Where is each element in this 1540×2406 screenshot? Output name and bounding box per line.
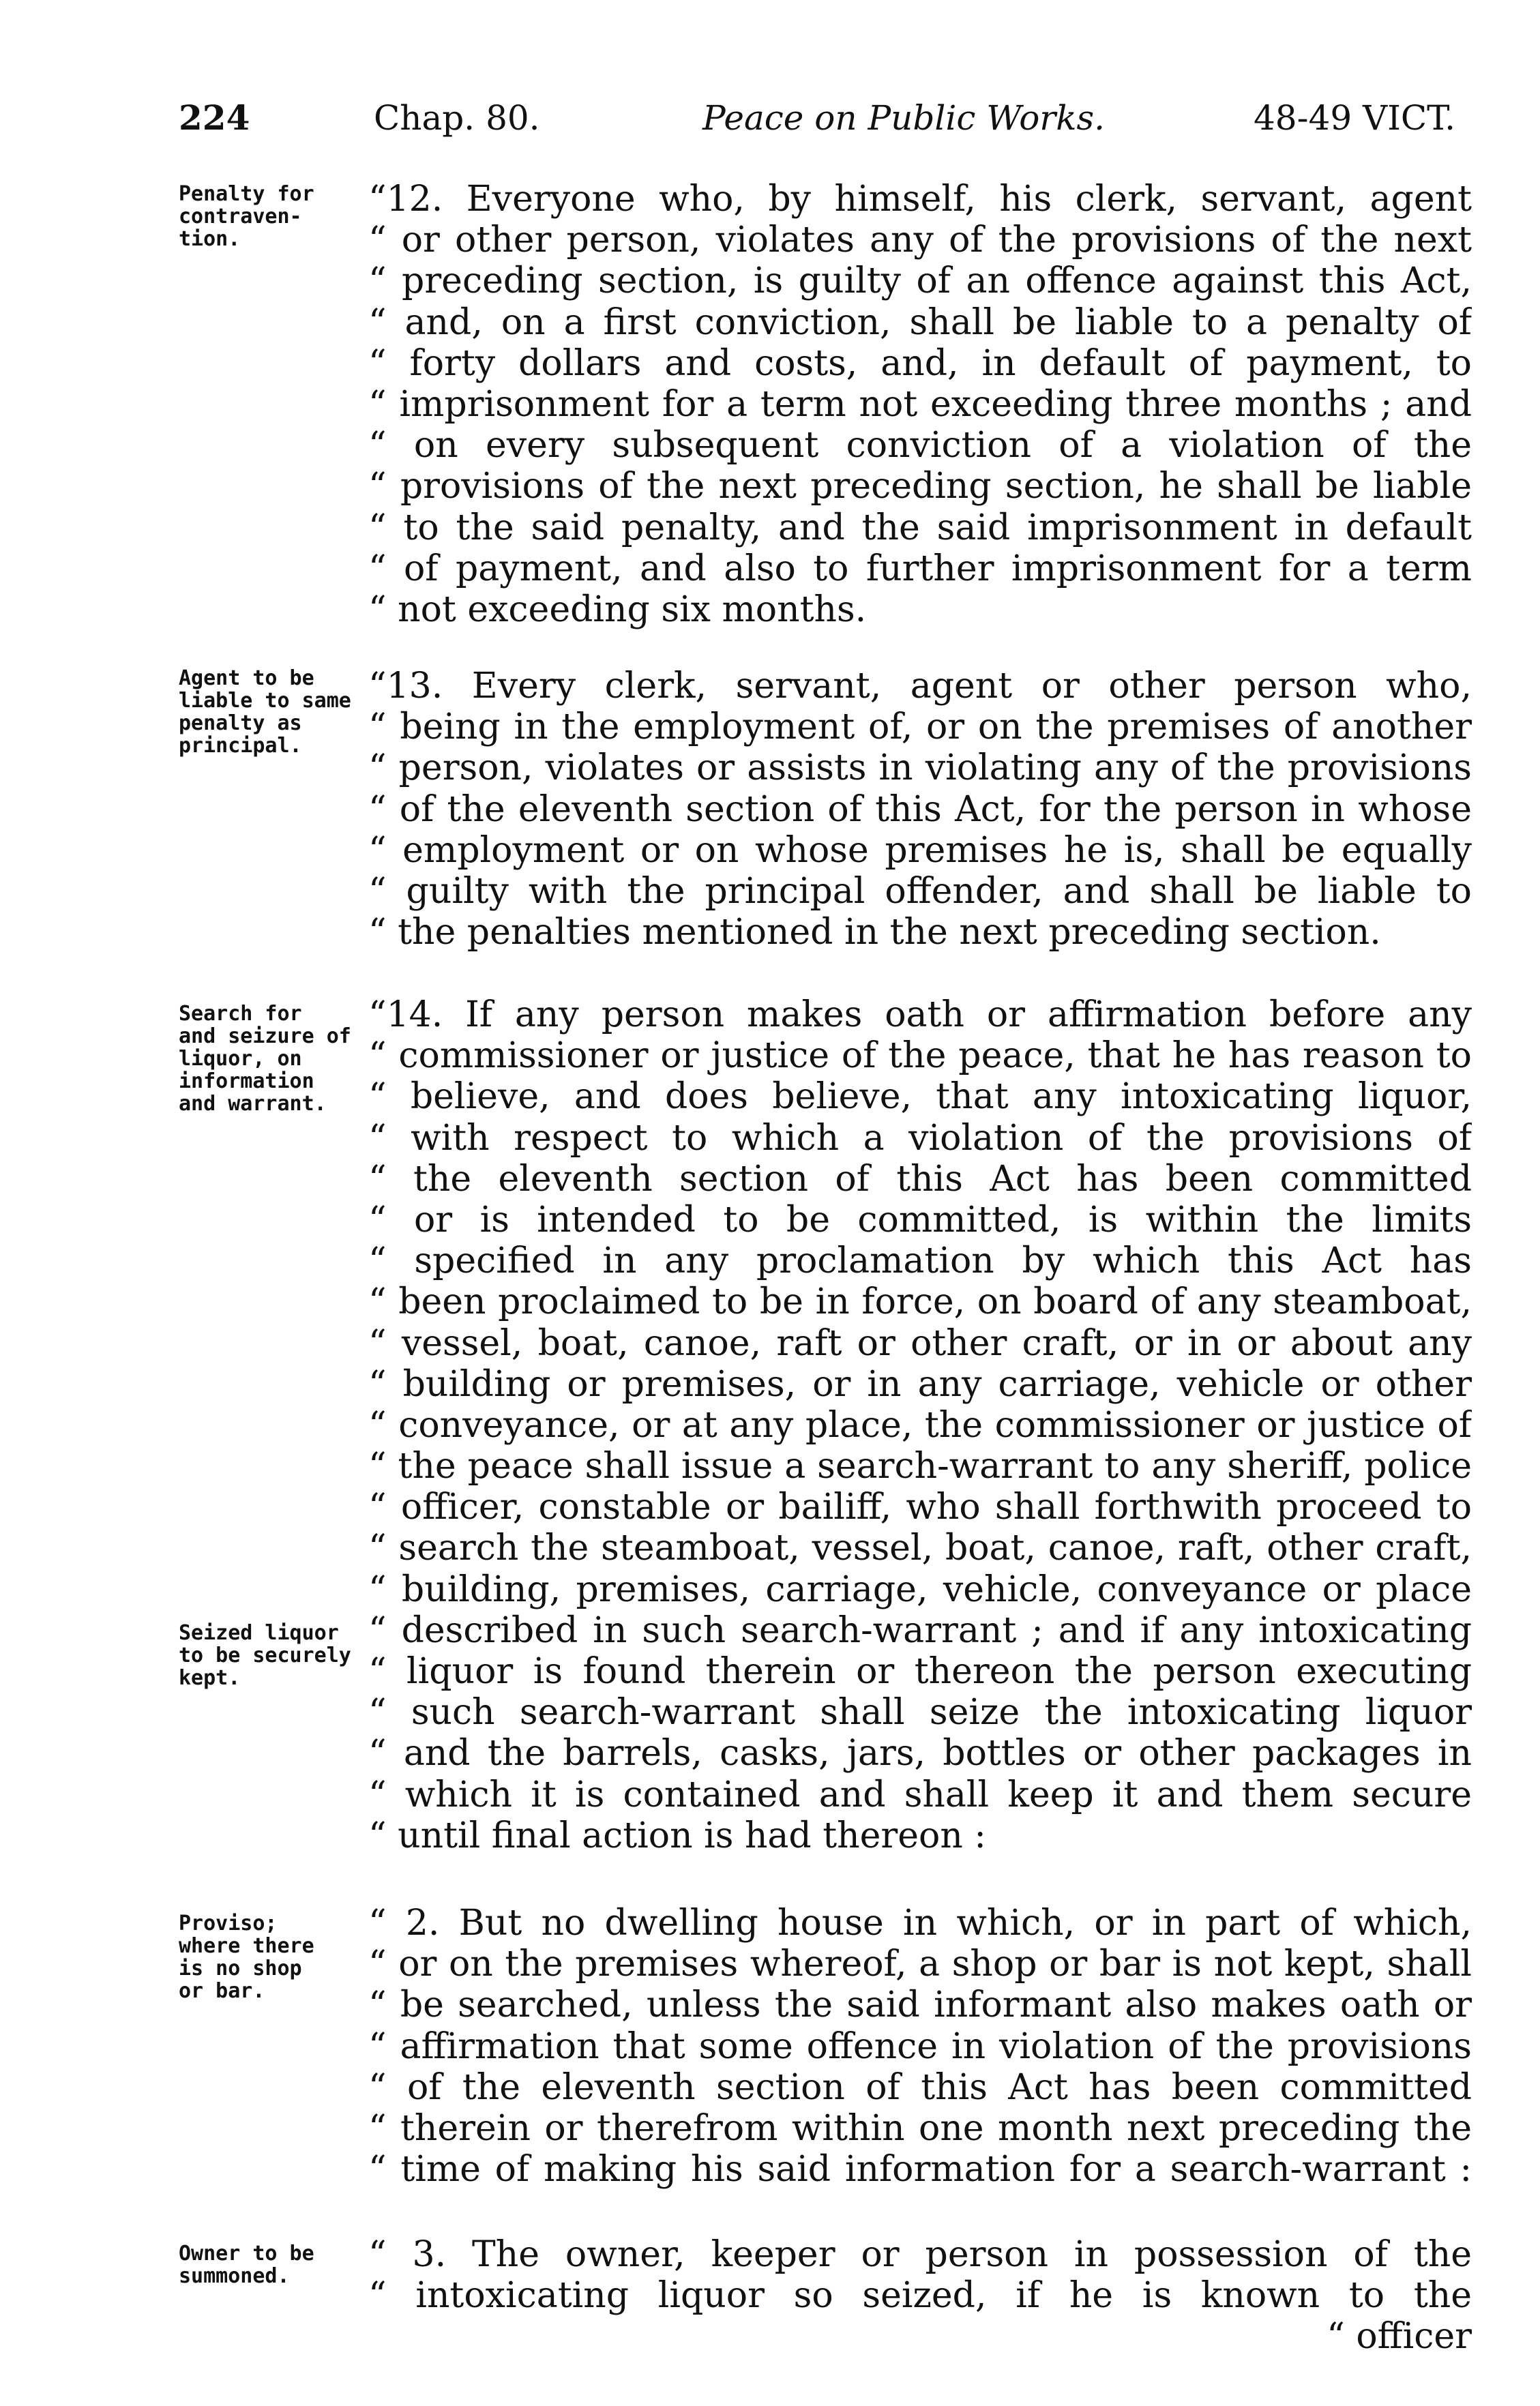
- text-line: “ the eleventh section of this Act has been committed: [368, 1158, 1472, 1200]
- text-line: “ affirmation that some offence in violation of the provisions: [368, 2025, 1472, 2067]
- catchword: “ officer: [1327, 2316, 1472, 2358]
- text-line: “ on every subsequent conviction of a violation of the: [368, 425, 1472, 466]
- text-line: “ not exceeding six months.: [368, 589, 867, 630]
- text-line: “ provisions of the next preceding section, he shall be liable: [368, 466, 1472, 507]
- margin-note-line: Penalty for: [179, 182, 314, 206]
- text-line: “ search the steamboat, vessel, boat, canoe, raft, other craft,: [368, 1528, 1472, 1569]
- text-line: “ and the barrels, casks, jars, bottles or other packages in: [368, 1733, 1472, 1774]
- chapter-label: Chap. 80.: [374, 98, 540, 138]
- text-line: “ forty dollars and costs, and, in default of payment, to: [368, 342, 1472, 384]
- text-line: “ building or premises, or in any carriage, vehicle or other: [368, 1363, 1472, 1405]
- margin-note-line: Search for: [179, 1002, 302, 1026]
- text-line: “ and, on a first conviction, shall be liable to a penalty of: [368, 301, 1472, 343]
- text-line: “ employment or on whose premises he is, shall be equally: [368, 829, 1472, 871]
- section-14-subsection-3: [368, 2234, 1472, 2358]
- text-line: “ commissioner or justice of the peace, that he has reason to: [368, 1035, 1472, 1077]
- margin-note-line: and warrant.: [179, 1092, 327, 1116]
- text-line: “ of payment, and also to further imprisonment for a term: [368, 548, 1472, 589]
- text-line: “ specified in any proclamation by which this Act has: [368, 1241, 1472, 1282]
- text-line: “ therein or therefrom within one month next preceding the: [368, 2107, 1472, 2149]
- text-line: “ imprisonment for a term not exceeding three months ; and: [368, 383, 1472, 425]
- page-number: 224: [179, 98, 250, 138]
- section-14: [368, 994, 1472, 1856]
- margin-note-line: Owner to be: [179, 2242, 314, 2266]
- text-line: “ believe, and does believe, that any intoxicating liquor,: [368, 1076, 1472, 1118]
- text-line: “ been proclaimed to be in force, on board of any steamboat,: [368, 1281, 1472, 1323]
- margin-note-line: Proviso;: [179, 1912, 278, 1935]
- text-line: “ until final action is had thereon :: [368, 1815, 986, 1856]
- running-title: Peace on Public Works.: [702, 98, 1106, 138]
- text-line: “ described in such search-warrant ; and if any intoxicating: [368, 1609, 1472, 1651]
- text-line: “ intoxicating liquor so seized, if he is known to the: [368, 2275, 1472, 2317]
- margin-note-line: principal.: [179, 734, 302, 758]
- margin-note-line: to be securely: [179, 1644, 351, 1667]
- text-line: “14. If any person makes oath or affirmation before any: [368, 994, 1472, 1035]
- margin-note-line: kept.: [179, 1666, 241, 1690]
- text-line: “ of the eleventh section of this Act has been committed: [368, 2066, 1472, 2108]
- section-12: [368, 179, 1472, 630]
- text-line: “12. Everyone who, by himself, his clerk, servant, agent: [368, 179, 1472, 220]
- margin-note-seized: [179, 1622, 383, 1689]
- text-line: “ time of making his said information for a search-warrant :: [368, 2149, 1472, 2190]
- text-line: “ or on the premises whereof, a shop or bar is not kept, shall: [368, 1944, 1472, 1985]
- margin-note-owner: [179, 2242, 383, 2287]
- text-line: “ officer, constable or bailiff, who shall forthwith proceed to: [368, 1487, 1472, 1528]
- margin-note-line: contraven-: [179, 205, 302, 228]
- text-line: “13. Every clerk, servant, agent or other person who,: [368, 666, 1472, 707]
- text-line: “ vessel, boat, canoe, raft or other craft, or in or about any: [368, 1322, 1472, 1364]
- margin-note-line: is no shop: [179, 1957, 302, 1980]
- text-line: “ being in the employment of, or on the premises of another: [368, 707, 1472, 748]
- section-13: [368, 666, 1472, 953]
- text-line: “ person, violates or assists in violating any of the provisions: [368, 747, 1472, 789]
- margin-note-line: or bar.: [179, 1979, 265, 2003]
- margin-note-proviso: [179, 1912, 383, 2002]
- section-14-subsection-2: [368, 1903, 1472, 2190]
- text-line: “ or other person, violates any of the provisions of the next: [368, 220, 1472, 261]
- margin-note-line: and seizure of: [179, 1024, 351, 1048]
- text-line: “ liquor is found therein or thereon the person executing: [368, 1651, 1472, 1692]
- text-line: “ which it is contained and shall keep it and them secure: [368, 1774, 1472, 1815]
- margin-note-line: where there: [179, 1934, 314, 1958]
- margin-note-line: liable to same: [179, 689, 351, 713]
- text-line: “ preceding section, is guilty of an offence against this Act,: [368, 261, 1472, 302]
- running-head: [0, 94, 1540, 142]
- text-line: “ 3. The owner, keeper or person in possession of the: [368, 2234, 1472, 2275]
- margin-note-line: summoned.: [179, 2264, 290, 2288]
- margin-note-line: information: [179, 1069, 314, 1093]
- margin-note-penalty: [179, 183, 383, 250]
- text-line: “ such search-warrant shall seize the intoxicating liquor: [368, 1692, 1472, 1734]
- margin-note-search: [179, 1002, 383, 1115]
- text-line: “ guilty with the principal offender, and shall be liable to: [368, 870, 1472, 912]
- text-line: “ building, premises, carriage, vehicle, conveyance or place: [368, 1569, 1472, 1610]
- text-line: “ the peace shall issue a search-warrant to any sheriff, police: [368, 1446, 1472, 1487]
- regnal-year: 48-49 VICT.: [1254, 98, 1456, 138]
- margin-note-line: Agent to be: [179, 666, 314, 690]
- margin-note-line: tion.: [179, 227, 241, 251]
- margin-note-line: liquor, on: [179, 1047, 302, 1071]
- text-line: “ the penalties mentioned in the next preceding section.: [368, 912, 1381, 953]
- text-line: “ 2. But no dwelling house in which, or in part of which,: [368, 1903, 1472, 1944]
- margin-note-line: penalty as: [179, 711, 302, 735]
- text-line: “ of the eleventh section of this Act, for the person in whose: [368, 788, 1472, 830]
- margin-note-agent: [179, 667, 383, 757]
- margin-note-line: Seized liquor: [179, 1621, 339, 1645]
- text-line: “ conveyance, or at any place, the commissioner or justice of: [368, 1404, 1472, 1446]
- text-line: “ or is intended to be committed, is within the limits: [368, 1199, 1472, 1241]
- text-line: “ be searched, unless the said informant also makes oath or: [368, 1985, 1472, 2026]
- text-line: “ to the said penalty, and the said imprisonment in default: [368, 507, 1472, 548]
- text-line: “ with respect to which a violation of the provisions of: [368, 1117, 1472, 1159]
